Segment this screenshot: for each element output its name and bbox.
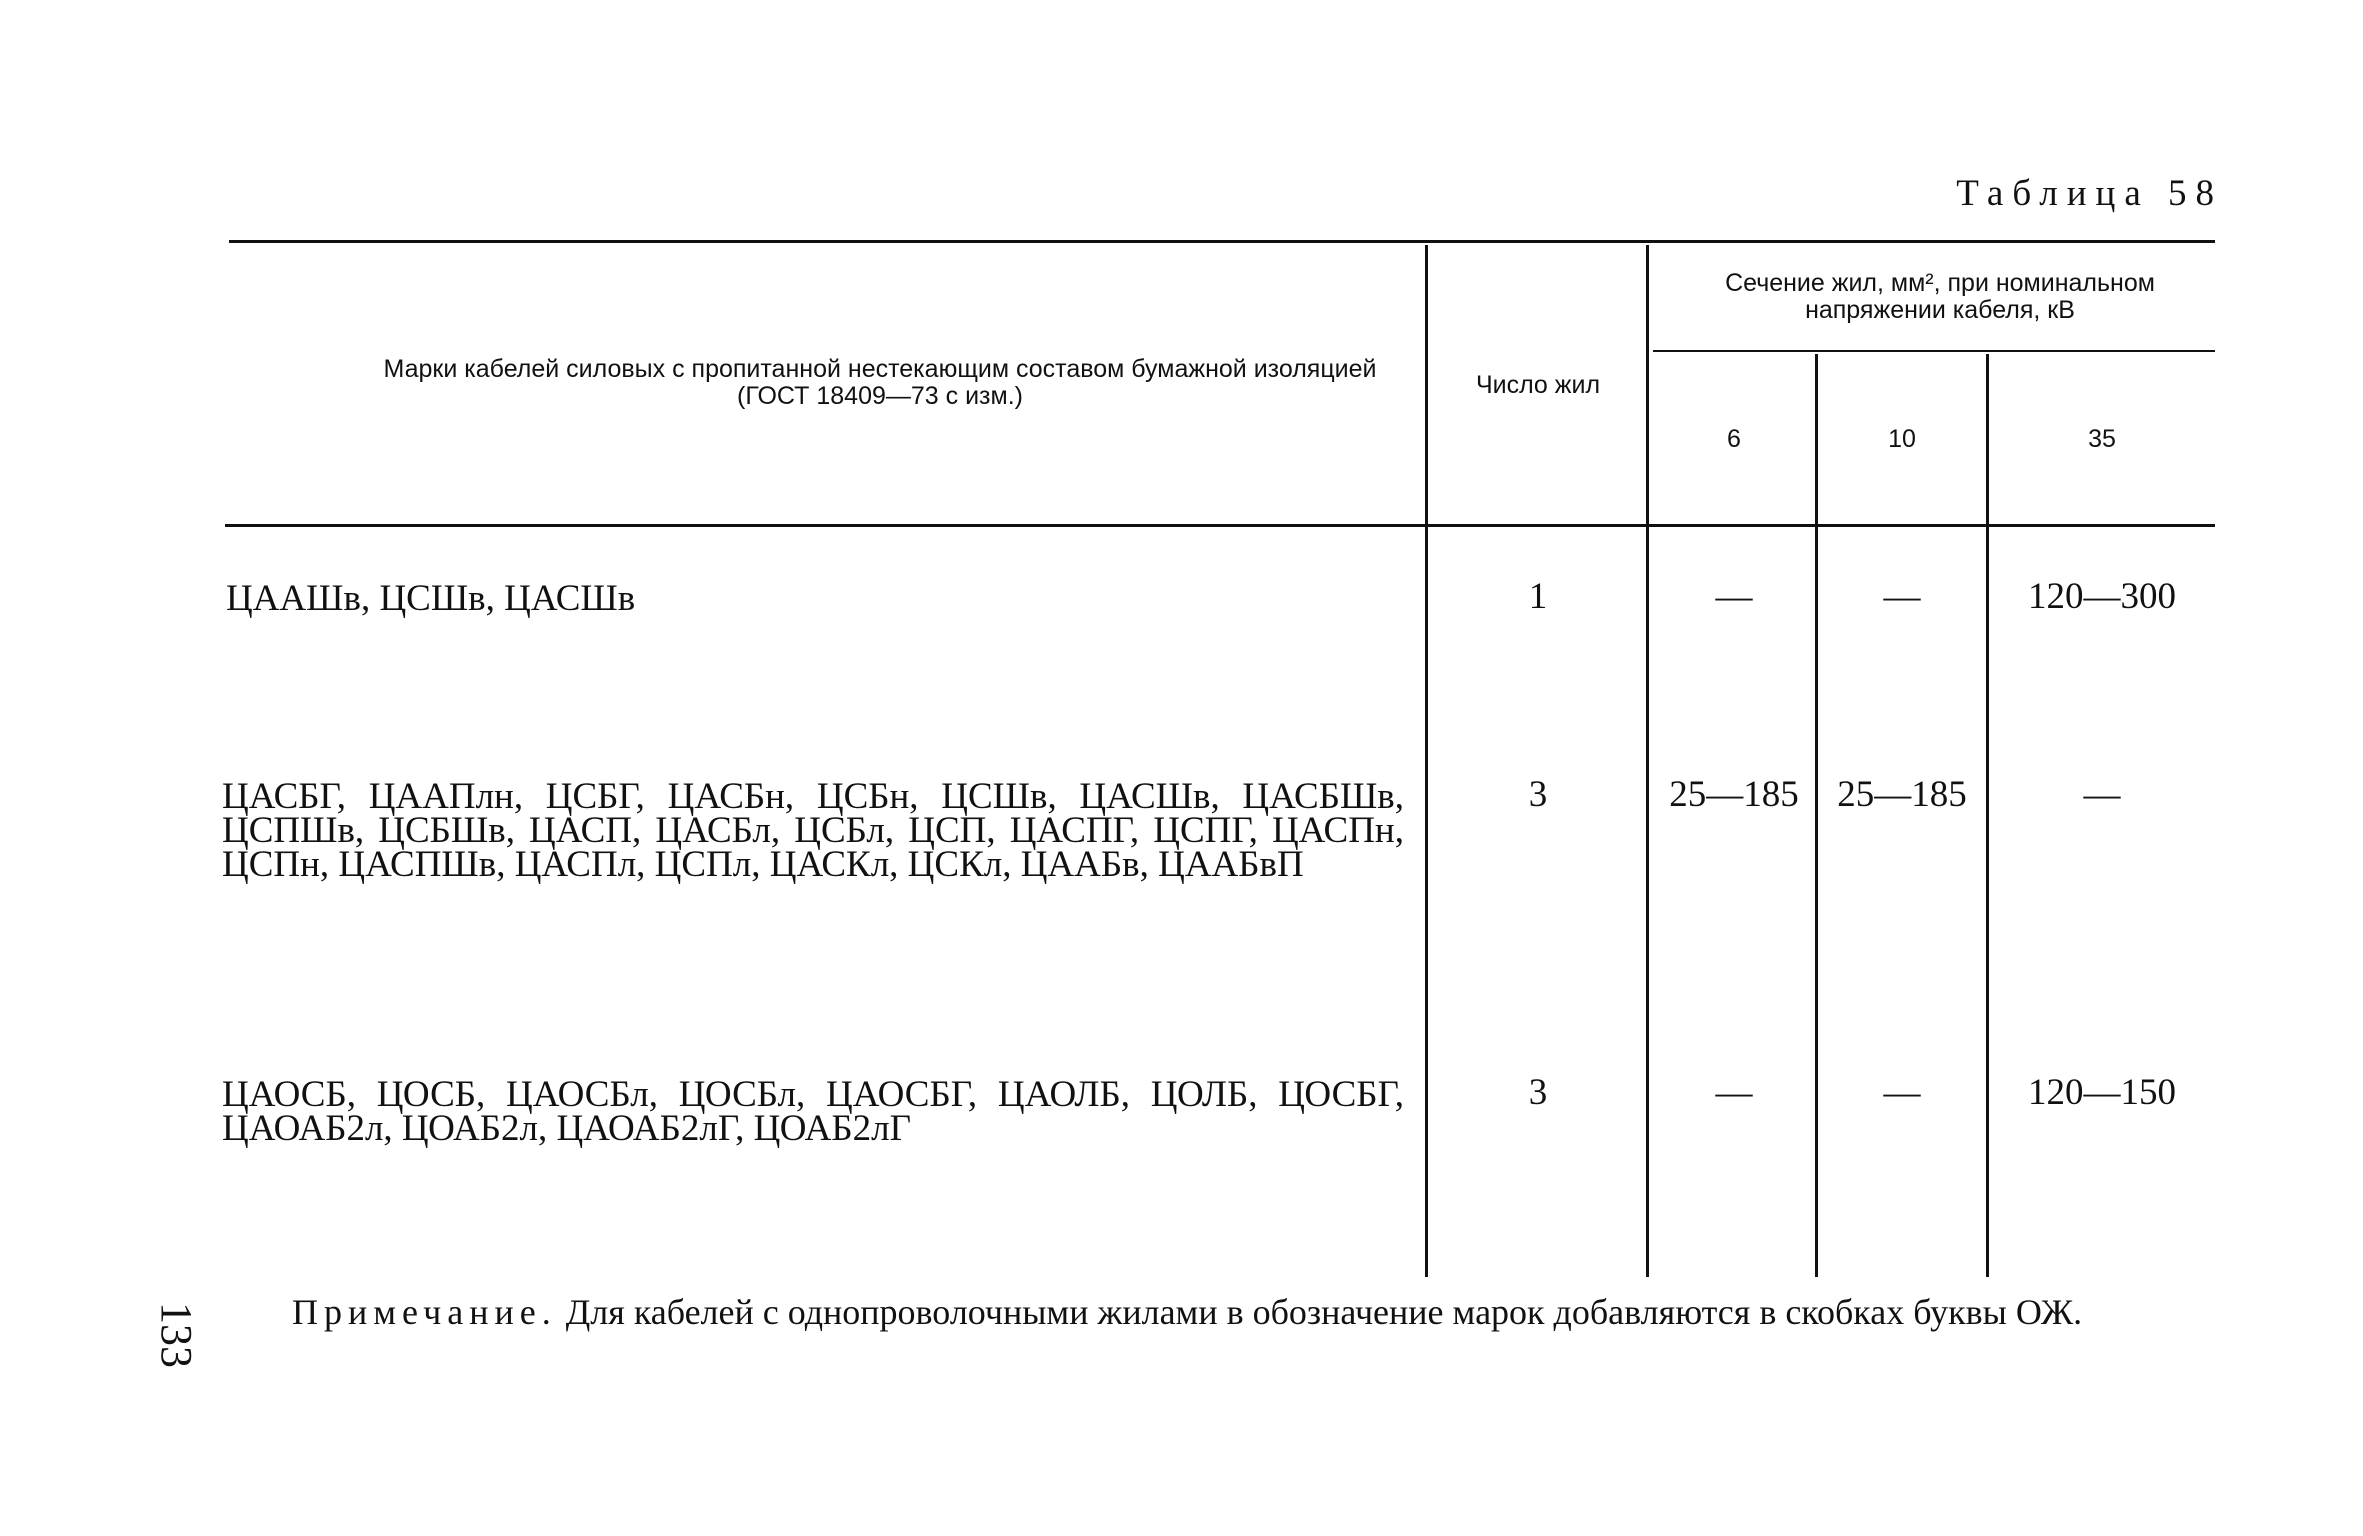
section-header-rule (1653, 350, 2215, 352)
table-note (292, 1292, 2190, 1332)
row-3-brands: ЦАОСБ, ЦОСБ, ЦАОСБл, ЦОСБл, ЦАОСБГ, ЦАОЛБ, ЦОЛБ, ЦОСБГ, ЦАОАБ2л, ЦОАБ2л, ЦАОАБ2лГ, ЦОАБ2лГ (222, 1074, 1404, 1149)
header-section: Сечение жил, мм², при номинальном напряжении кабеля, кВ (1725, 269, 2155, 324)
note-lead: Примечание. (292, 1292, 557, 1332)
header-brands: Марки кабелей силовых с пропитанной нестекающим составом бумажной изоляцией (ГОСТ 18409—73 с изм.) (383, 355, 1377, 410)
header-bottom-rule (225, 524, 2215, 527)
header-cores: Число жил (1475, 371, 1601, 399)
row-2-cores: 3 (1528, 774, 1548, 815)
col-divider-6kv (1815, 354, 1818, 1277)
header-voltage-10: 10 (1888, 425, 1916, 453)
col-divider-cores (1646, 245, 1649, 1277)
col-divider-brands (1425, 245, 1428, 1277)
row-1-cores: 1 (1528, 576, 1548, 617)
col-divider-10kv (1986, 354, 1989, 1277)
row-1-brands: ЦААШв, ЦСШв, ЦАСШв (226, 578, 636, 619)
row-3-10kv: — (1883, 1072, 1921, 1113)
table-top-rule (229, 240, 2215, 243)
row-2-6kv: 25—185 (1669, 774, 1799, 815)
row-2-10kv: 25—185 (1837, 774, 1967, 815)
row-2-35kv: — (2083, 774, 2121, 815)
header-voltage-35: 35 (2088, 425, 2116, 453)
row-2-brands: ЦАСБГ, ЦААПлн, ЦСБГ, ЦАСБн, ЦСБн, ЦСШв, ЦАСШв, ЦАСБШв, ЦСПШв, ЦСБШв, ЦАСП, ЦАСБл, ЦСБл, ЦСП, ЦАСПГ, ЦСПГ, ЦАСПн, ЦСПн, ЦАСПШв, ЦАСПл, ЦСПл, ЦАСКл, ЦСКл, ЦААБв, ЦААБвП (222, 776, 1404, 885)
page-number: 133 (152, 1302, 201, 1368)
row-3-35kv: 120—150 (2028, 1072, 2176, 1113)
note-text: Для кабелей с однопроволочными жилами в обозначение марок добавляются в скобках буквы ОЖ. (565, 1292, 2083, 1332)
header-voltage-6: 6 (1727, 425, 1741, 453)
row-1-6kv: — (1715, 576, 1753, 617)
row-3-cores: 3 (1528, 1072, 1548, 1113)
row-1-10kv: — (1883, 576, 1921, 617)
row-3-6kv: — (1715, 1072, 1753, 1113)
row-1-35kv: 120—300 (2028, 576, 2176, 617)
table-title: Таблица 58 (1956, 173, 2223, 214)
